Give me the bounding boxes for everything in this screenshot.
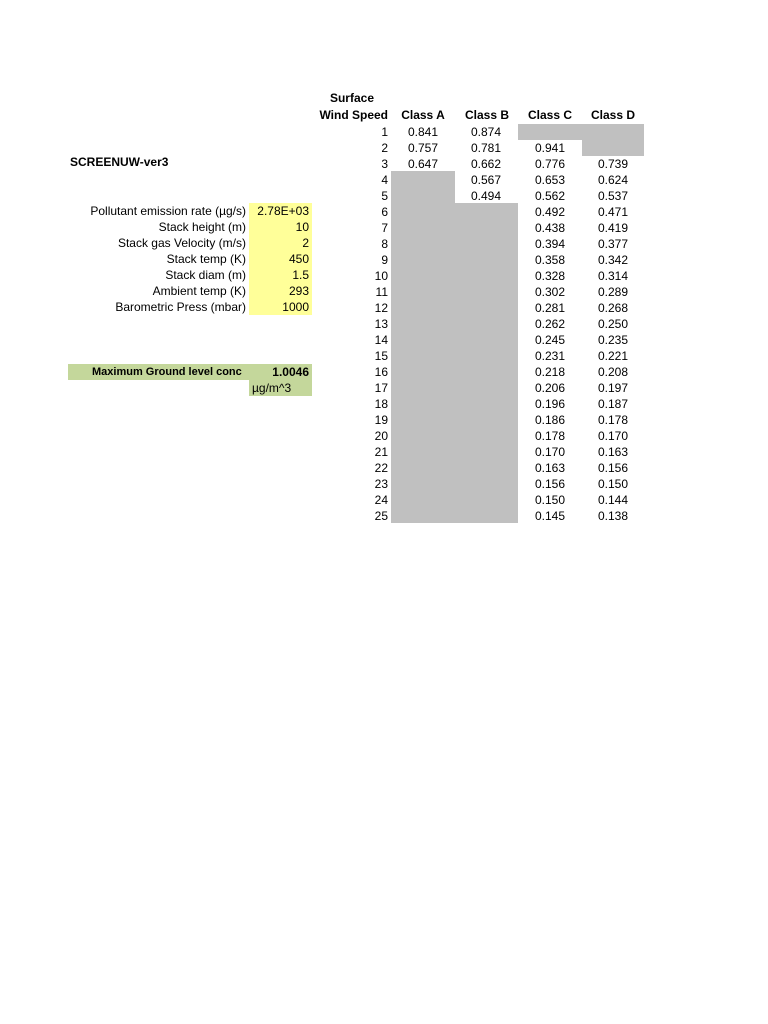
class-a-cell[interactable] <box>393 332 453 348</box>
class-b-cell[interactable] <box>456 460 516 476</box>
class-b-cell[interactable] <box>456 396 516 412</box>
class-c-cell[interactable]: 0.653 <box>534 173 566 187</box>
class-c-cell[interactable]: 0.776 <box>534 157 566 171</box>
class-d-cell[interactable]: 0.537 <box>597 189 629 203</box>
class-a-cell[interactable]: 0.757 <box>407 141 439 155</box>
input-label-stack-diam: Stack diam (m) <box>165 268 246 282</box>
class-b-cell[interactable] <box>456 492 516 508</box>
class-a-cell[interactable] <box>393 252 453 268</box>
class-c-cell[interactable]: 0.156 <box>534 477 566 491</box>
class-b-cell[interactable]: 0.662 <box>470 157 502 171</box>
class-c-cell[interactable]: 0.492 <box>534 205 566 219</box>
class-d-cell[interactable] <box>583 140 643 156</box>
class-d-cell[interactable] <box>583 124 643 140</box>
class-d-cell[interactable]: 0.144 <box>597 493 629 507</box>
class-a-cell[interactable] <box>393 380 453 396</box>
class-a-cell[interactable] <box>393 460 453 476</box>
class-b-cell[interactable]: 0.874 <box>470 125 502 139</box>
class-c-cell[interactable]: 0.218 <box>534 365 566 379</box>
class-c-cell[interactable]: 0.170 <box>534 445 566 459</box>
class-d-cell[interactable]: 0.178 <box>597 413 629 427</box>
class-d-cell[interactable]: 0.739 <box>597 157 629 171</box>
class-b-cell[interactable] <box>456 508 516 524</box>
wind-speed-cell: 9 <box>381 253 388 267</box>
class-b-cell[interactable] <box>456 220 516 236</box>
class-a-cell[interactable] <box>393 348 453 364</box>
wind-speed-cell: 13 <box>374 317 388 331</box>
wind-speed-cell: 6 <box>381 205 388 219</box>
wind-speed-cell: 20 <box>374 429 388 443</box>
class-a-cell[interactable] <box>393 396 453 412</box>
class-d-cell[interactable]: 0.138 <box>597 509 629 523</box>
wind-speed-cell: 15 <box>374 349 388 363</box>
wind-speed-cell: 14 <box>374 333 388 347</box>
class-d-cell[interactable]: 0.150 <box>597 477 629 491</box>
table-header-class-b: Class B <box>464 108 510 122</box>
class-b-cell[interactable]: 0.781 <box>470 141 502 155</box>
sheet-title: SCREENUW-ver3 <box>70 155 169 169</box>
class-c-cell[interactable] <box>520 124 580 140</box>
class-a-cell[interactable] <box>393 428 453 444</box>
class-c-cell[interactable]: 0.941 <box>534 141 566 155</box>
class-c-cell[interactable]: 0.186 <box>534 413 566 427</box>
class-c-cell[interactable]: 0.328 <box>534 269 566 283</box>
class-a-cell[interactable] <box>393 220 453 236</box>
class-a-cell[interactable]: 0.841 <box>407 125 439 139</box>
wind-speed-cell: 19 <box>374 413 388 427</box>
class-c-cell[interactable]: 0.262 <box>534 317 566 331</box>
class-c-cell[interactable]: 0.150 <box>534 493 566 507</box>
class-a-cell[interactable] <box>393 300 453 316</box>
table-header-wind-speed: Wind Speed <box>319 108 388 122</box>
class-c-cell[interactable]: 0.196 <box>534 397 566 411</box>
input-stack-diam[interactable]: 1.5 <box>249 267 312 283</box>
class-c-cell[interactable]: 0.145 <box>534 509 566 523</box>
class-c-cell[interactable]: 0.358 <box>534 253 566 267</box>
wind-speed-cell: 10 <box>374 269 388 283</box>
wind-speed-cell: 7 <box>381 221 388 235</box>
class-a-cell[interactable] <box>393 268 453 284</box>
input-label-barometric-press: Barometric Press (mbar) <box>115 300 246 314</box>
class-b-cell[interactable] <box>456 476 516 492</box>
wind-speed-cell: 22 <box>374 461 388 475</box>
class-a-cell[interactable] <box>393 508 453 524</box>
class-b-cell[interactable]: 0.567 <box>470 173 502 187</box>
class-d-cell[interactable]: 0.197 <box>597 381 629 395</box>
class-d-cell[interactable]: 0.208 <box>597 365 629 379</box>
input-ambient-temp[interactable]: 293 <box>249 283 312 299</box>
wind-speed-cell: 2 <box>381 141 388 155</box>
class-d-cell[interactable]: 0.156 <box>597 461 629 475</box>
class-d-cell[interactable]: 0.419 <box>597 221 629 235</box>
input-label-ambient-temp: Ambient temp (K) <box>152 284 246 298</box>
class-d-cell[interactable]: 0.187 <box>597 397 629 411</box>
input-stack-temp[interactable]: 450 <box>249 251 312 267</box>
class-d-cell[interactable]: 0.268 <box>597 301 629 315</box>
wind-speed-cell: 25 <box>374 509 388 523</box>
class-b-cell[interactable] <box>456 316 516 332</box>
wind-speed-cell: 21 <box>374 445 388 459</box>
class-c-cell[interactable]: 0.281 <box>534 301 566 315</box>
wind-speed-cell: 23 <box>374 477 388 491</box>
class-d-cell[interactable]: 0.170 <box>597 429 629 443</box>
input-emission-rate[interactable]: 2.78E+03 <box>249 203 312 219</box>
wind-speed-cell: 4 <box>381 173 388 187</box>
class-c-cell[interactable]: 0.231 <box>534 349 566 363</box>
class-a-cell[interactable] <box>393 204 453 220</box>
class-b-cell[interactable] <box>456 236 516 252</box>
class-d-cell[interactable]: 0.471 <box>597 205 629 219</box>
class-b-cell[interactable] <box>456 284 516 300</box>
class-a-cell[interactable] <box>393 492 453 508</box>
class-c-cell[interactable]: 0.562 <box>534 189 566 203</box>
class-d-cell[interactable]: 0.235 <box>597 333 629 347</box>
class-c-cell[interactable]: 0.163 <box>534 461 566 475</box>
input-stack-velocity[interactable]: 2 <box>249 235 312 251</box>
class-a-cell[interactable] <box>393 364 453 380</box>
result-label: Maximum Ground level conc <box>92 366 242 378</box>
wind-speed-cell: 5 <box>381 189 388 203</box>
wind-speed-cell: 17 <box>374 381 388 395</box>
class-d-cell[interactable]: 0.289 <box>597 285 629 299</box>
class-a-cell[interactable] <box>393 316 453 332</box>
class-a-cell[interactable] <box>393 412 453 428</box>
input-label-stack-temp: Stack temp (K) <box>166 252 246 266</box>
class-c-cell[interactable]: 0.394 <box>534 237 566 251</box>
result-value[interactable]: 1.0046 <box>272 365 309 379</box>
class-d-cell[interactable]: 0.624 <box>597 173 629 187</box>
wind-speed-cell: 16 <box>374 365 388 379</box>
class-c-cell[interactable]: 0.245 <box>534 333 566 347</box>
class-b-cell[interactable] <box>456 300 516 316</box>
input-barometric-press[interactable]: 1000 <box>249 299 312 315</box>
table-header-class-d: Class D <box>590 108 636 122</box>
class-c-cell[interactable]: 0.206 <box>534 381 566 395</box>
class-c-cell[interactable]: 0.302 <box>534 285 566 299</box>
class-b-cell[interactable] <box>456 252 516 268</box>
class-a-cell[interactable] <box>393 188 453 204</box>
class-d-cell[interactable]: 0.221 <box>597 349 629 363</box>
class-b-cell[interactable] <box>456 348 516 364</box>
class-b-cell[interactable]: 0.494 <box>470 189 502 203</box>
input-label-emission-rate: Pollutant emission rate (µg/s) <box>90 204 246 218</box>
class-b-cell[interactable] <box>456 364 516 380</box>
class-d-cell[interactable]: 0.250 <box>597 317 629 331</box>
class-b-cell[interactable] <box>456 412 516 428</box>
wind-speed-cell: 1 <box>381 125 388 139</box>
input-stack-height[interactable]: 10 <box>249 219 312 235</box>
class-d-cell[interactable]: 0.314 <box>597 269 629 283</box>
class-a-cell[interactable] <box>393 284 453 300</box>
class-b-cell[interactable] <box>456 204 516 220</box>
class-c-cell[interactable]: 0.178 <box>534 429 566 443</box>
class-a-cell[interactable] <box>393 476 453 492</box>
table-header-surface: Surface <box>329 91 374 105</box>
wind-speed-cell: 8 <box>381 237 388 251</box>
wind-speed-cell: 11 <box>375 285 388 299</box>
table-header-class-a: Class A <box>401 108 445 122</box>
class-d-cell[interactable]: 0.163 <box>597 445 629 459</box>
class-b-cell[interactable] <box>456 444 516 460</box>
class-b-cell[interactable] <box>456 428 516 444</box>
wind-speed-cell: 12 <box>374 301 388 315</box>
class-d-cell[interactable]: 0.342 <box>597 253 629 267</box>
input-label-stack-height: Stack height (m) <box>158 220 246 234</box>
wind-speed-cell: 24 <box>374 493 388 507</box>
class-b-cell[interactable] <box>456 332 516 348</box>
wind-speed-cell: 18 <box>374 397 388 411</box>
class-b-cell[interactable] <box>456 268 516 284</box>
class-a-cell[interactable] <box>393 236 453 252</box>
class-d-cell[interactable]: 0.377 <box>597 237 629 251</box>
class-c-cell[interactable]: 0.438 <box>534 221 566 235</box>
table-header-class-c: Class C <box>527 108 573 122</box>
class-a-cell[interactable] <box>393 444 453 460</box>
wind-speed-cell: 3 <box>381 157 388 171</box>
result-unit: µg/m^3 <box>249 380 312 396</box>
class-a-cell[interactable]: 0.647 <box>407 157 439 171</box>
class-b-cell[interactable] <box>456 380 516 396</box>
class-a-cell[interactable] <box>393 172 453 188</box>
input-label-stack-velocity: Stack gas Velocity (m/s) <box>117 236 246 250</box>
